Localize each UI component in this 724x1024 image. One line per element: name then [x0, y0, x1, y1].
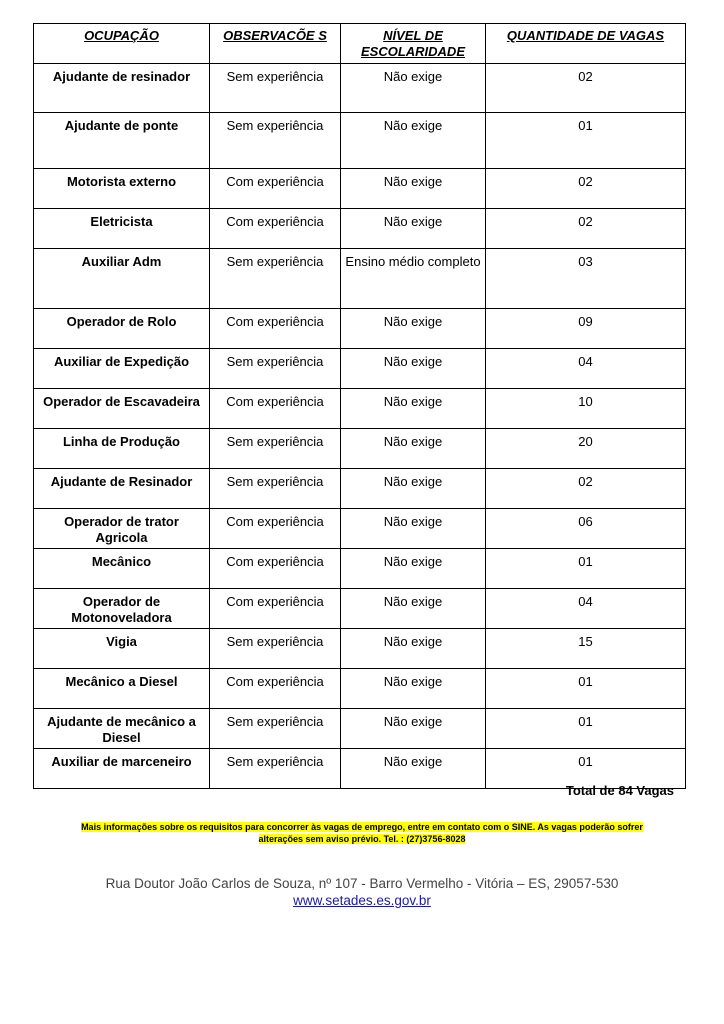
table-row — [34, 549, 686, 589]
cell-escolaridade: Não exige — [341, 209, 486, 249]
cell-ocupacao: Ajudante de Resinador — [34, 469, 210, 509]
cell-ocupacao: Mecânico — [34, 549, 210, 589]
cell-escolaridade: Não exige — [341, 749, 486, 789]
cell-observacoes: Sem experiência — [210, 349, 341, 389]
cell-ocupacao: Linha de Produção — [34, 429, 210, 469]
vagas-table — [33, 23, 686, 789]
table-row — [34, 629, 686, 669]
cell-observacoes: Com experiência — [210, 389, 341, 429]
footer-website-link[interactable]: www.setades.es.gov.br — [293, 893, 431, 908]
cell-quantidade: 01 — [486, 113, 686, 169]
cell-escolaridade: Não exige — [341, 549, 486, 589]
cell-ocupacao: Motorista externo — [34, 169, 210, 209]
table-row — [34, 209, 686, 249]
cell-escolaridade: Não exige — [341, 349, 486, 389]
table-row — [34, 309, 686, 349]
cell-observacoes: Com experiência — [210, 669, 341, 709]
cell-quantidade: 15 — [486, 629, 686, 669]
cell-escolaridade: Não exige — [341, 589, 486, 629]
cell-ocupacao: Ajudante de resinador — [34, 64, 210, 113]
cell-escolaridade: Não exige — [341, 309, 486, 349]
cell-observacoes: Sem experiência — [210, 429, 341, 469]
cell-observacoes: Sem experiência — [210, 709, 341, 749]
cell-quantidade: 20 — [486, 429, 686, 469]
cell-observacoes: Com experiência — [210, 169, 341, 209]
cell-quantidade: 01 — [486, 709, 686, 749]
cell-escolaridade: Não exige — [341, 113, 486, 169]
cell-observacoes: Sem experiência — [210, 469, 341, 509]
cell-quantidade: 04 — [486, 589, 686, 629]
cell-observacoes: Com experiência — [210, 509, 341, 549]
cell-quantidade: 02 — [486, 64, 686, 113]
cell-ocupacao: Auxiliar Adm — [34, 249, 210, 309]
table-header-row — [34, 24, 686, 64]
cell-quantidade: 10 — [486, 389, 686, 429]
cell-ocupacao: Auxiliar de Expedição — [34, 349, 210, 389]
cell-quantidade: 02 — [486, 209, 686, 249]
table-row — [34, 589, 686, 629]
cell-observacoes: Com experiência — [210, 549, 341, 589]
header-observacoes: OBSERVACÕE S — [210, 24, 341, 64]
cell-observacoes: Sem experiência — [210, 113, 341, 169]
header-escolaridade: NÍVEL DE ESCOLARIDADE — [341, 24, 486, 64]
table-row — [34, 509, 686, 549]
cell-quantidade: 02 — [486, 469, 686, 509]
table-row — [34, 64, 686, 113]
cell-ocupacao: Mecânico a Diesel — [34, 669, 210, 709]
table-row — [34, 669, 686, 709]
table-row — [34, 113, 686, 169]
cell-escolaridade: Não exige — [341, 169, 486, 209]
table-row — [34, 169, 686, 209]
cell-observacoes: Com experiência — [210, 209, 341, 249]
table-row — [34, 429, 686, 469]
cell-escolaridade: Não exige — [341, 709, 486, 749]
cell-quantidade: 03 — [486, 249, 686, 309]
cell-ocupacao: Vigia — [34, 629, 210, 669]
cell-quantidade: 01 — [486, 749, 686, 789]
cell-ocupacao: Eletricista — [34, 209, 210, 249]
cell-ocupacao: Operador de Escavadeira — [34, 389, 210, 429]
cell-escolaridade: Ensino médio completo — [341, 249, 486, 309]
footer — [0, 875, 724, 909]
cell-escolaridade: Não exige — [341, 64, 486, 113]
cell-ocupacao: Auxiliar de marceneiro — [34, 749, 210, 789]
table-row — [34, 709, 686, 749]
cell-observacoes: Sem experiência — [210, 749, 341, 789]
cell-quantidade: 02 — [486, 169, 686, 209]
cell-observacoes: Sem experiência — [210, 64, 341, 113]
table-body — [34, 64, 686, 789]
notice-line-1: Mais informações sobre os requisitos para concorrer às vagas de emprego, entre em contato com o SINE. As vagas poderão sofrer — [81, 822, 643, 832]
cell-observacoes: Com experiência — [210, 589, 341, 629]
cell-observacoes: Sem experiência — [210, 249, 341, 309]
cell-ocupacao: Ajudante de mecânico a Diesel — [34, 709, 210, 749]
cell-quantidade: 09 — [486, 309, 686, 349]
footer-address: Rua Doutor João Carlos de Souza, nº 107 - Barro Vermelho - Vitória – ES, 29057-530 — [105, 876, 619, 891]
cell-observacoes: Sem experiência — [210, 629, 341, 669]
cell-quantidade: 06 — [486, 509, 686, 549]
cell-escolaridade: Não exige — [341, 509, 486, 549]
notice-line-2: alterações sem aviso prévio. Tel. : (27)3756-8028 — [258, 834, 466, 844]
table-row — [34, 249, 686, 309]
header-quantidade: QUANTIDADE DE VAGAS — [486, 24, 686, 64]
info-notice — [40, 821, 684, 845]
header-ocupacao: OCUPAÇÃO — [34, 24, 210, 64]
total-vagas: Total de 84 Vagas — [565, 783, 674, 798]
cell-ocupacao: Ajudante de ponte — [34, 113, 210, 169]
table-row — [34, 349, 686, 389]
cell-quantidade: 01 — [486, 549, 686, 589]
cell-escolaridade: Não exige — [341, 469, 486, 509]
cell-escolaridade: Não exige — [341, 629, 486, 669]
cell-ocupacao: Operador de Rolo — [34, 309, 210, 349]
cell-escolaridade: Não exige — [341, 669, 486, 709]
table-row — [34, 469, 686, 509]
cell-escolaridade: Não exige — [341, 429, 486, 469]
cell-ocupacao: Operador de Motonoveladora — [34, 589, 210, 629]
cell-escolaridade: Não exige — [341, 389, 486, 429]
table-row — [34, 389, 686, 429]
cell-quantidade: 04 — [486, 349, 686, 389]
cell-quantidade: 01 — [486, 669, 686, 709]
cell-ocupacao: Operador de trator Agricola — [34, 509, 210, 549]
cell-observacoes: Com experiência — [210, 309, 341, 349]
